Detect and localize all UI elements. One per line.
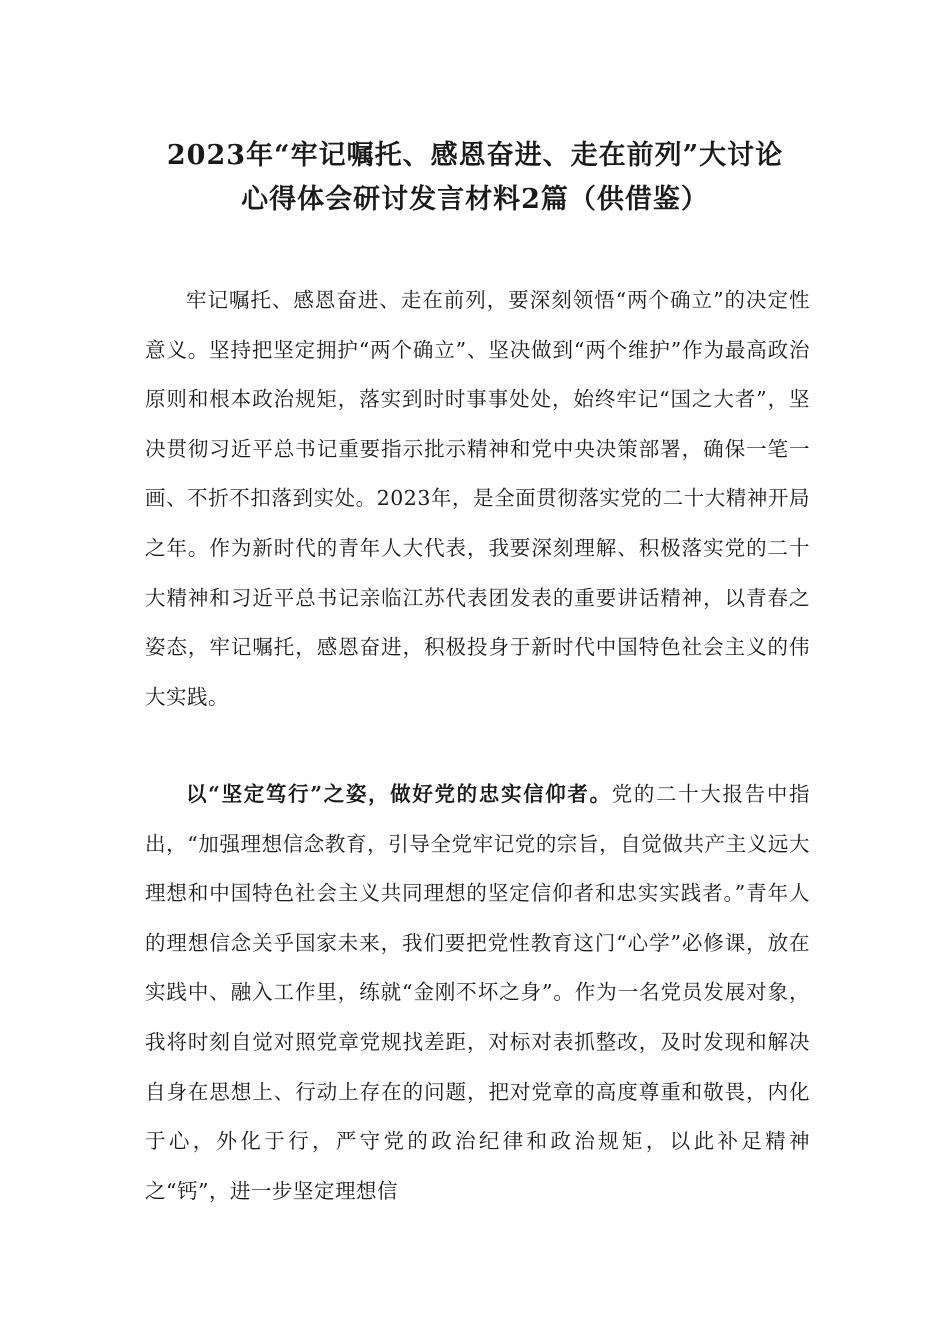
body-paragraph-1 xyxy=(145,276,810,722)
document-title-line-1: 2023年“牢记嘱托、感恩奋进、走在前列”大讨论 xyxy=(166,140,784,171)
body-paragraph-2 xyxy=(145,770,810,1216)
document-title-line-2: 心得体会研讨发言材料2篇（供借鉴） xyxy=(241,184,709,215)
paragraph-2-lead-heading: 以“坚定笃行”之姿，做好党的忠实信仰者。 xyxy=(186,782,612,806)
paragraph-2-text: 党的二十大报告中指出，“加强理想信念教育，引导全党牢记党的宗旨，自觉做共产主义远大理想和中国特色社会主义共同理想的坚定信仰者和忠实实践者。”青年人的理想信念关乎国家未来，我们要把党性教育这门“心学”必修课，放在实践中、融入工作里，练就“金刚不坏之身”。作为一名党员发展对象，我将时刻自觉对照党章党规找差距，对标对表抓整改，及时发现和解决自身在思想上、行动上存在的问题，把对党章的高度尊重和敬畏，内化于心，外化于行，严守党的政治纪律和政治规矩，以此补足精神之“钙”，进一步坚定理想信 xyxy=(145,782,810,1203)
paragraph-1-text: 牢记嘱托、感恩奋进、走在前列，要深刻领悟“两个确立”的决定性意义。坚持把坚定拥护“两个确立”、坚决做到“两个维护”作为最高政治原则和根本政治规矩，落实到时时事事处处，始终牢记“国之大者”，坚决贯彻习近平总书记重要指示批示精神和党中央决策部署，确保一笔一画、不折不扣落到实处。2023年，是全面贯彻落实党的二十大精神开局之年。作为新时代的青年人大代表，我要深刻理解、积极落实党的二十大精神和习近平总书记亲临江苏代表团发表的重要讲话精神，以青春之姿态，牢记嘱托，感恩奋进，积极投身于新时代中国特色社会主义的伟大实践。 xyxy=(145,288,810,709)
